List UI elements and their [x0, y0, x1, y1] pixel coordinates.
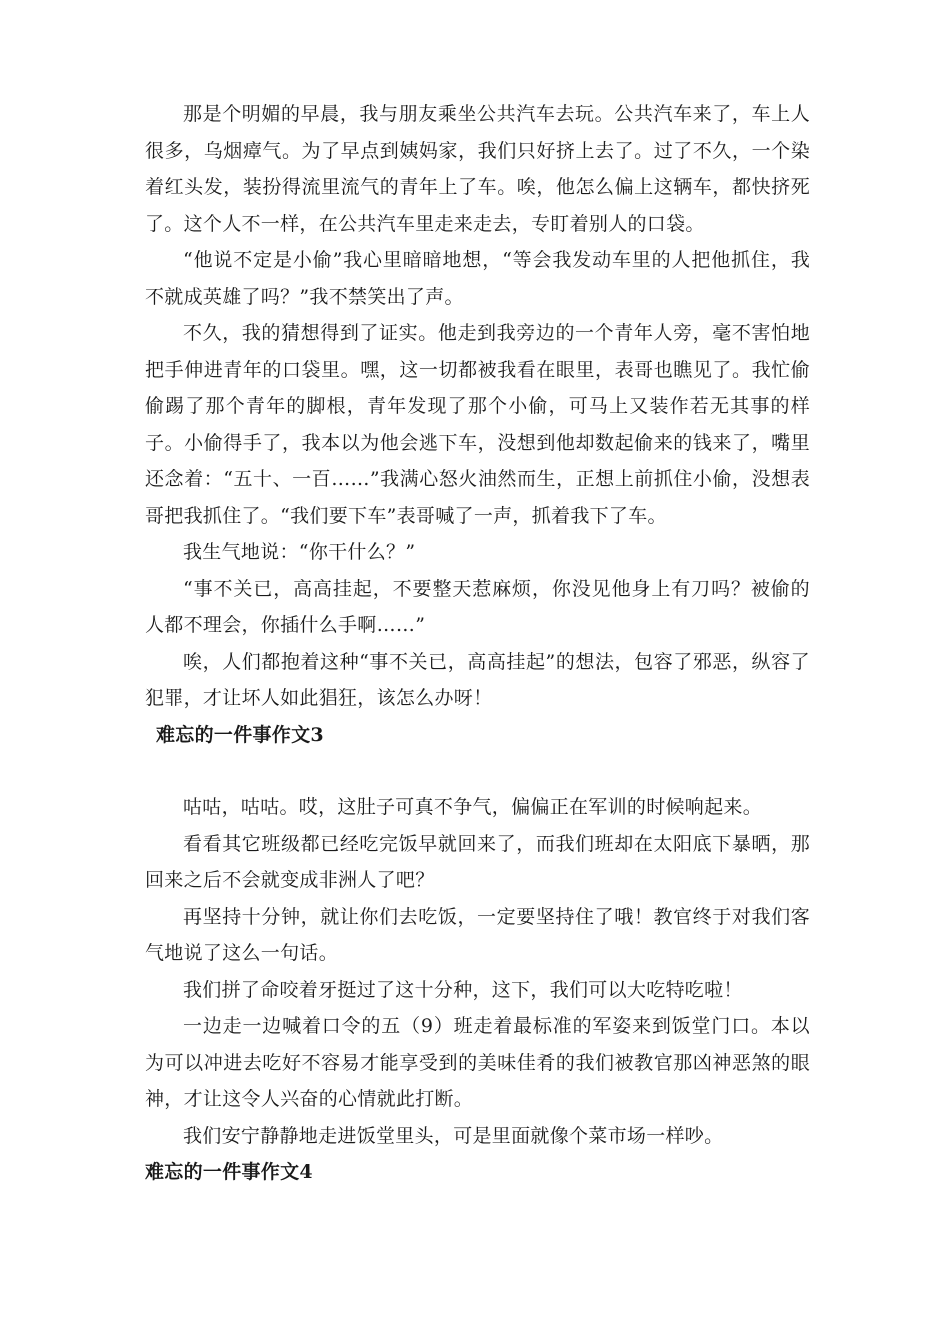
essay3-paragraph: 再坚持十分钟，就让你们去吃饭，一定要坚持住了哦！教官终于对我们客气地说了这么一句话。 [145, 905, 810, 964]
essay2-paragraph: 唉，人们都抱着这种“事不关已，高高挂起”的想法，包容了邪恶，纵容了犯罪，才让坏人如此猖狂，该怎么办呀！ [145, 650, 810, 709]
document-body [145, 96, 810, 1191]
essay2-paragraph: 我生气地说：“你干什么？” [183, 541, 416, 563]
essay3-title: 难忘的一件事作文3 [156, 723, 324, 746]
essay3-paragraph: 咕咕，咕咕。哎，这肚子可真不争气，偏偏正在军训的时候响起来。 [183, 796, 763, 818]
essay3-paragraph: 我们安宁静静地走进饭堂里头，可是里面就像个菜市场一样吵。 [183, 1124, 724, 1147]
essay4-title: 难忘的一件事作文4 [145, 1161, 313, 1183]
essay3-paragraph: 我们拼了命咬着牙挺过了这十分种，这下，我们可以大吃特吃啦！ [183, 978, 743, 1001]
essay3-paragraph: 看看其它班级都已经吃完饭早就回来了，而我们班却在太阳底下暴晒，那回来之后不会就变成非洲人了吧？ [145, 832, 810, 891]
essay2-paragraph: “事不关已，高高挂起，不要整天惹麻烦，你没见他身上有刀吗？被偷的人都不理会，你插什么手啊……” [145, 577, 810, 636]
essay2-paragraph: “他说不定是小偷”我心里暗暗地想，“等会我发动车里的人把他抓住，我不就成英雄了吗？”我不禁笑出了声。 [145, 249, 810, 308]
essay3-paragraph: 一边走一边喊着口令的五（9）班走着最标准的军姿来到饭堂门口。本以为可以冲进去吃好不容易才能享受到的美味佳肴的我们被教官那凶神恶煞的眼神，才让这令人兴奋的心情就此打断。 [145, 1015, 810, 1110]
essay2-paragraph: 那是个明媚的早晨，我与朋友乘坐公共汽车去玩。公共汽车来了，车上人很多，乌烟瘴气。为了早点到姨妈家，我们只好挤上去了。过了不久，一个染着红头发，装扮得流里流气的青年上了车。唉，他怎么偏上这辆车，都快挤死了。这个人不一样，在公共汽车里走来走去，专盯着别人的口袋。 [145, 103, 810, 235]
essay2-paragraph: 不久，我的猜想得到了证实。他走到我旁边的一个青年人旁，毫不害怕地把手伸进青年的口袋里。嘿，这一切都被我看在眼里，表哥也瞧见了。我忙偷偷踢了那个青年的脚根，青年发现了那个小偷，可马上又装作若无其事的样子。小偷得手了，我本以为他会逃下车，没想到他却数起偷来的钱来了，嘴里还念着：“五十、一百……”我满心怒火油然而生，正想上前抓住小偷，没想表哥把我抓住了。“我们要下车”表哥喊了一声，抓着我下了车。 [145, 322, 810, 527]
